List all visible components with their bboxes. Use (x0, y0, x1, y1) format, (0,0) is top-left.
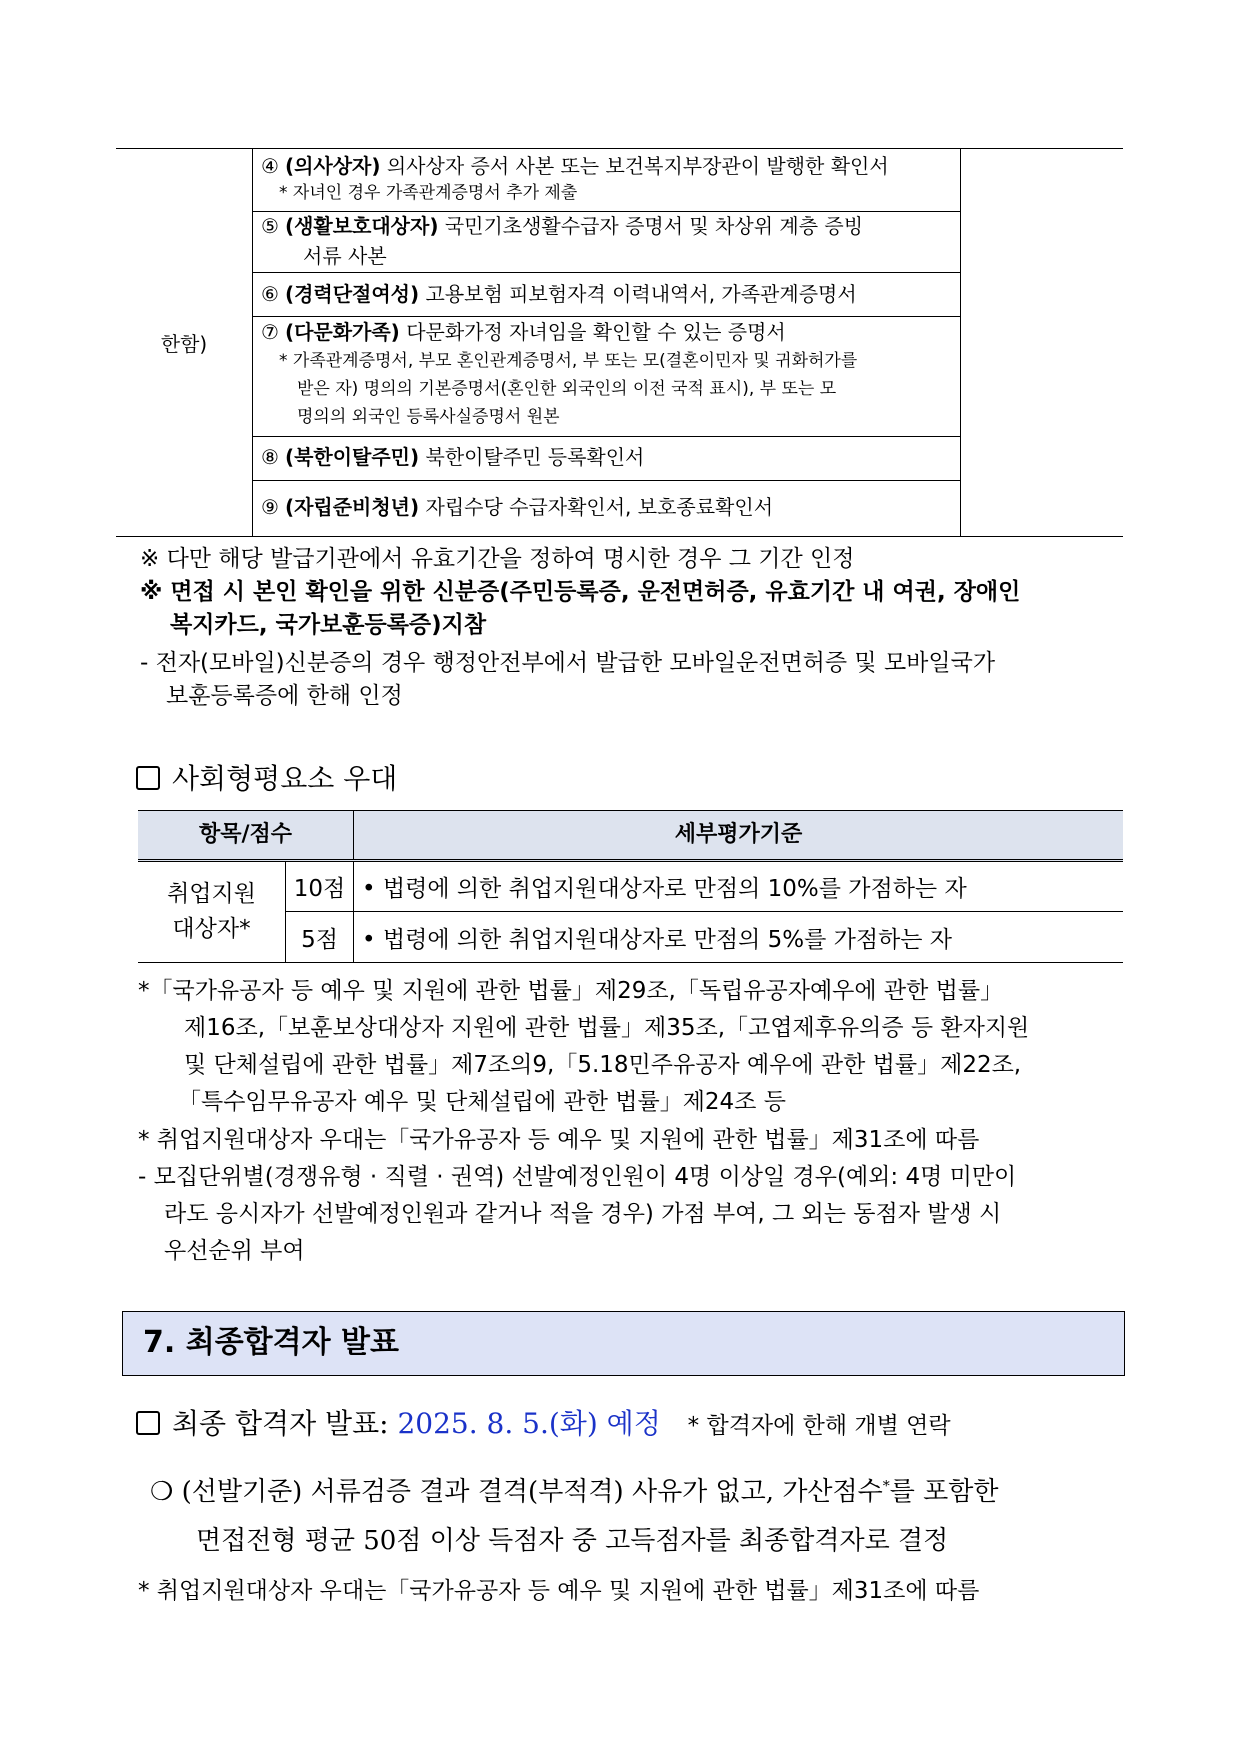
item-title: (의사상자) (284, 154, 381, 178)
category-cell (116, 149, 252, 536)
announcement-note: * 합격자에 한해 개별 연락 (687, 1413, 951, 1439)
header-criteria: 세부평가기준 (674, 822, 803, 847)
criteria-text: • 법령에 의한 취업지원대상자로 만점의 10%를 가점하는 자 (362, 876, 967, 902)
mobile-id-note (140, 647, 995, 713)
validity-note-text: ※ 다만 해당 발급기관에서 유효기간을 정하여 명시한 경우 그 기간 인정 (140, 546, 855, 572)
id-required-note (140, 576, 1020, 642)
item-number: ⑤ (261, 214, 279, 238)
score-cell (286, 862, 353, 911)
item-text: 고용보험 피보험자격 이력내역서, 가족관계증명서 (425, 282, 857, 306)
document-table (116, 148, 1123, 537)
announcement-line (136, 1402, 951, 1442)
footnote-line: * 취업지원대상자 우대는「국가유공자 등 예우 및 지원에 관한 법률」제31조에 따름 (138, 1127, 980, 1153)
bonus-rule-footnote (138, 1159, 1128, 1270)
footnote-line: 및 단체설립에 관한 법률」제7조의9,「5.18민주유공자 예우에 관한 법률」제22조, (184, 1052, 1022, 1078)
item-text: 자립수당 수급자확인서, 보호종료확인서 (425, 495, 774, 519)
header-item-score: 항목/점수 (198, 822, 293, 847)
item-text: 국민기초생활수급자 증명서 및 차상위 계층 증빙 (444, 214, 864, 238)
item-title: (다문화가족) (284, 320, 400, 344)
column-divider (960, 149, 961, 536)
id-required-line1: ※ 면접 시 본인 확인을 위한 신분증(주민등록증, 운전면허증, 유효기간 내 여권, 장애인 (140, 579, 1021, 605)
item-subnote: * 가족관계증명서, 부모 혼인관계증명서, 부 또는 모(결혼이민자 및 귀화허가를 (279, 351, 858, 371)
score-value: 10점 (293, 876, 346, 902)
column-divider (353, 811, 354, 859)
section-banner-title: 7. 최종합격자 발표 (143, 1325, 400, 1360)
item-number: ⑦ (261, 320, 279, 344)
criteria-text: 면접전형 평균 50점 이상 득점자 중 고득점자를 최종합격자로 결정 (196, 1526, 949, 1556)
category-line2: 대상자* (172, 916, 251, 942)
id-required-line2: 복지카드, 국가보훈등록증)지참 (170, 612, 487, 638)
score-value: 5점 (301, 926, 338, 953)
category-label: 한함) (160, 332, 208, 356)
score-cell (286, 912, 353, 962)
footnote-line: 라도 응시자가 선발예정인원과 같거나 적을 경우) 가점 부여, 그 외는 동점자 발생 시 (164, 1201, 1002, 1227)
checkbox-square-icon (136, 1411, 160, 1435)
mobile-id-line2: 보훈등록증에 한해 인정 (166, 683, 403, 709)
footnote-line: 「특수임무유공자 예우 및 단체설립에 관한 법률」제24조 등 (178, 1089, 786, 1115)
item-title: (생활보호대상자) (284, 214, 439, 238)
table-row (253, 149, 960, 212)
table-row (253, 211, 960, 273)
mobile-id-line1: - 전자(모바일)신분증의 경우 행정안전부에서 발급한 모바일운전면허증 및 모바일국가 (140, 650, 996, 676)
column-divider (353, 862, 354, 962)
section-heading (136, 757, 397, 797)
item-subnote: 받은 자) 명의의 기본증명서(혼인한 외국인의 이전 국적 표시), 부 또는 모 (297, 379, 837, 399)
item-text: 북한이탈주민 등록확인서 (425, 445, 645, 469)
footnote-line: * 취업지원대상자 우대는「국가유공자 등 예우 및 지원에 관한 법률」제31조에 따름 (138, 1578, 980, 1604)
item-subnote: 명의의 외국인 등록사실증명서 원본 (297, 407, 560, 427)
footnote-line: 제16조,「보훈보상대상자 지원에 관한 법률」제35조,「고엽제후유의증 등 환자지원 (184, 1015, 1030, 1041)
item-title: (자립준비청년) (284, 495, 420, 519)
preference-footnote (138, 1122, 1128, 1159)
item-title: (북한이탈주민) (284, 445, 420, 469)
item-number: ⑥ (261, 282, 279, 306)
final-footnote (138, 1572, 979, 1605)
score-table-body (138, 862, 1123, 963)
category-line1: 취업지원 (167, 881, 256, 907)
table-row (253, 317, 960, 437)
item-text-continued: 서류 사본 (303, 244, 387, 268)
criteria-line1 (150, 1471, 999, 1508)
validity-note (140, 543, 855, 576)
law-footnote (138, 973, 1128, 1121)
footnote-line: - 모집단위별(경쟁유형 · 직렬 · 권역) 선발예정인원이 4명 이상일 경우(예외: 4명 미만이 (138, 1164, 1017, 1190)
criteria-text: • 법령에 의한 취업지원대상자로 만점의 5%를 가점하는 자 (362, 926, 953, 953)
announcement-label: 최종 합격자 발표: (172, 1407, 389, 1440)
criteria-text-end: 를 포함한 (889, 1477, 999, 1507)
announcement-date: 2025. 8. 5.(화) 예정 (397, 1407, 661, 1440)
item-text: 다문화가정 자녀임을 확인할 수 있는 증명서 (406, 320, 786, 344)
criteria-text: ❍ (선발기준) 서류검증 결과 결격(부적격) 사유가 없고, 가산점수 (150, 1477, 883, 1507)
footnote-line: *「국가유공자 등 예우 및 지원에 관한 법률」제29조,「독립유공자예우에 관한 법률」 (138, 978, 1004, 1004)
item-number: ⑧ (261, 445, 279, 469)
criteria-cell (362, 912, 1122, 962)
score-table-header (138, 810, 1123, 862)
checkbox-square-icon (136, 766, 160, 790)
table-row (253, 437, 960, 481)
section-banner (122, 1311, 1125, 1376)
item-number: ④ (261, 154, 279, 178)
item-text: 의사상자 증서 사본 또는 보건복지부장관이 발행한 확인서 (386, 154, 889, 178)
criteria-footnote-mark: * (882, 1478, 890, 1495)
section-title: 사회형평요소 우대 (172, 762, 398, 795)
item-subnote: * 자녀인 경우 가족관계증명서 추가 제출 (279, 183, 578, 203)
footnote-line: 우선순위 부여 (164, 1238, 305, 1264)
category-cell (138, 862, 285, 962)
table-row (253, 273, 960, 317)
item-title: (경력단절여성) (284, 282, 420, 306)
item-number: ⑨ (261, 495, 279, 519)
table-row (253, 481, 960, 535)
criteria-cell (362, 862, 1122, 911)
criteria-line2 (196, 1520, 948, 1557)
